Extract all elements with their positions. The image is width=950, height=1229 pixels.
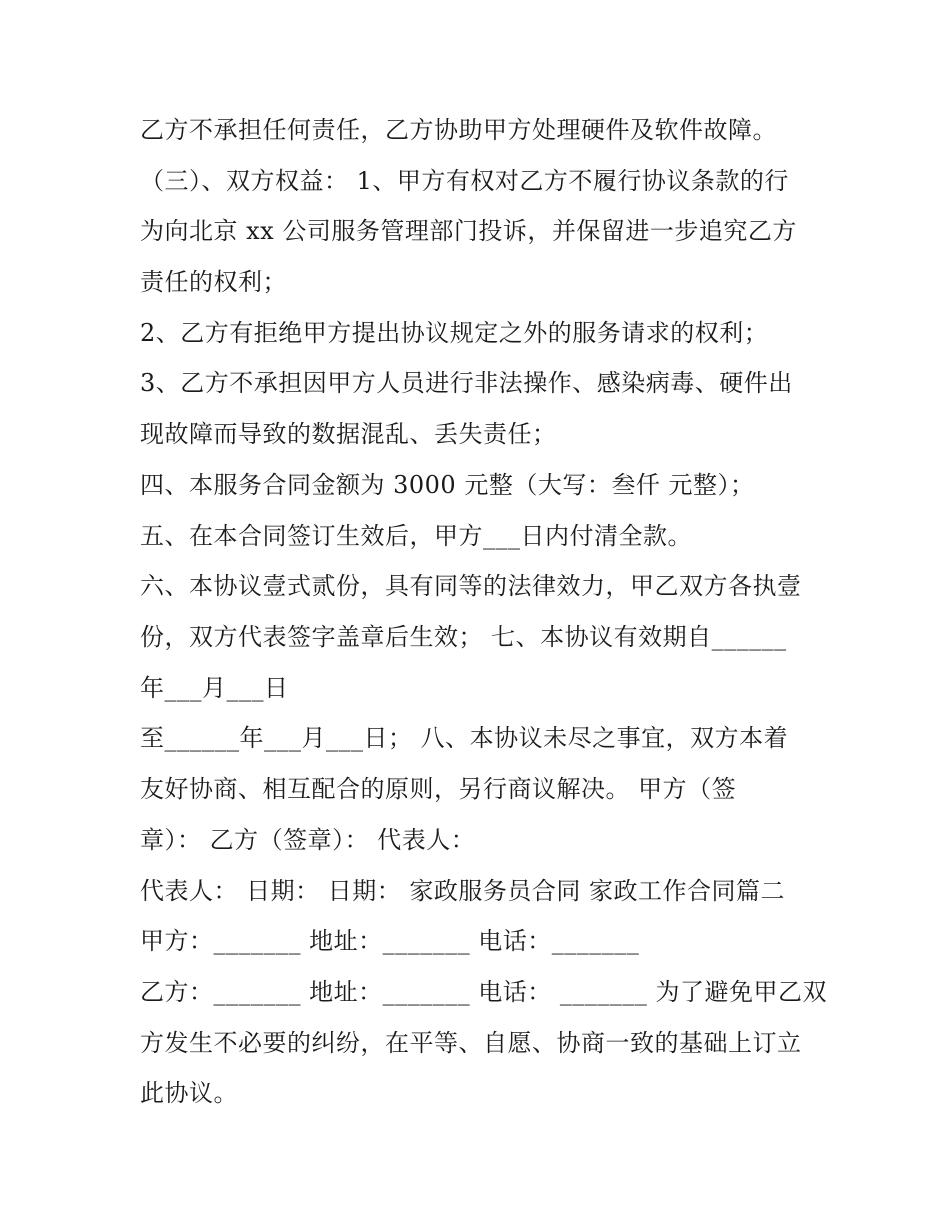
text-line: 四、本服务合同金额为 3000 元整（大写：叁仟 元整）； (140, 471, 755, 499)
text-line: 至______年___月___日； 八、本协议未尽之事宜，双方本着 (140, 724, 789, 752)
text-line: （三）、双方权益： 1、甲方有权对乙方不履行协议条款的行 (140, 167, 789, 195)
text-line: 年___月___日 (140, 674, 289, 702)
text-line: 乙方不承担任何责任，乙方协助甲方处理硬件及软件故障。 (140, 116, 777, 144)
text-line: 友好协商、相互配合的原则，另行商议解决。 甲方（签 (140, 775, 737, 803)
text-line: 2、乙方有拒绝甲方提出协议规定之外的服务请求的权利； (140, 319, 769, 347)
text-line: 为向北京 xx 公司服务管理部门投诉，并保留进一步追究乙方 (140, 217, 797, 245)
text-line: 现故障而导致的数据混乱、丢失责任； (140, 420, 557, 448)
text-line: 代表人： 日期： 日期： 家政服务员合同 家政工作合同篇二 (140, 877, 786, 905)
text-line: 章）： 乙方（签章）： 代表人： (140, 826, 476, 854)
text-line: 五、在本合同签订生效后，甲方___日内付清全款。 (140, 522, 692, 550)
text-line: 方发生不必要的纠纷，在平等、自愿、协商一致的基础上订立 (140, 1029, 802, 1057)
text-line: 此协议。 (140, 1079, 238, 1107)
text-line: 甲方：_______ 地址：_______ 电话：_______ (140, 927, 640, 955)
text-line: 3、乙方不承担因甲方人员进行非法操作、感染病毒、硬件出 (140, 369, 793, 397)
text-line: 责任的权利； (140, 268, 287, 296)
text-line: 六、本协议壹式贰份，具有同等的法律效力，甲乙双方各执壹 (140, 572, 802, 600)
text-line: 乙方：_______ 地址：_______ 电话： _______ 为了避免甲乙双 (140, 978, 828, 1006)
text-line: 份，双方代表签字盖章后生效； 七、本协议有效期自______ (140, 623, 787, 651)
